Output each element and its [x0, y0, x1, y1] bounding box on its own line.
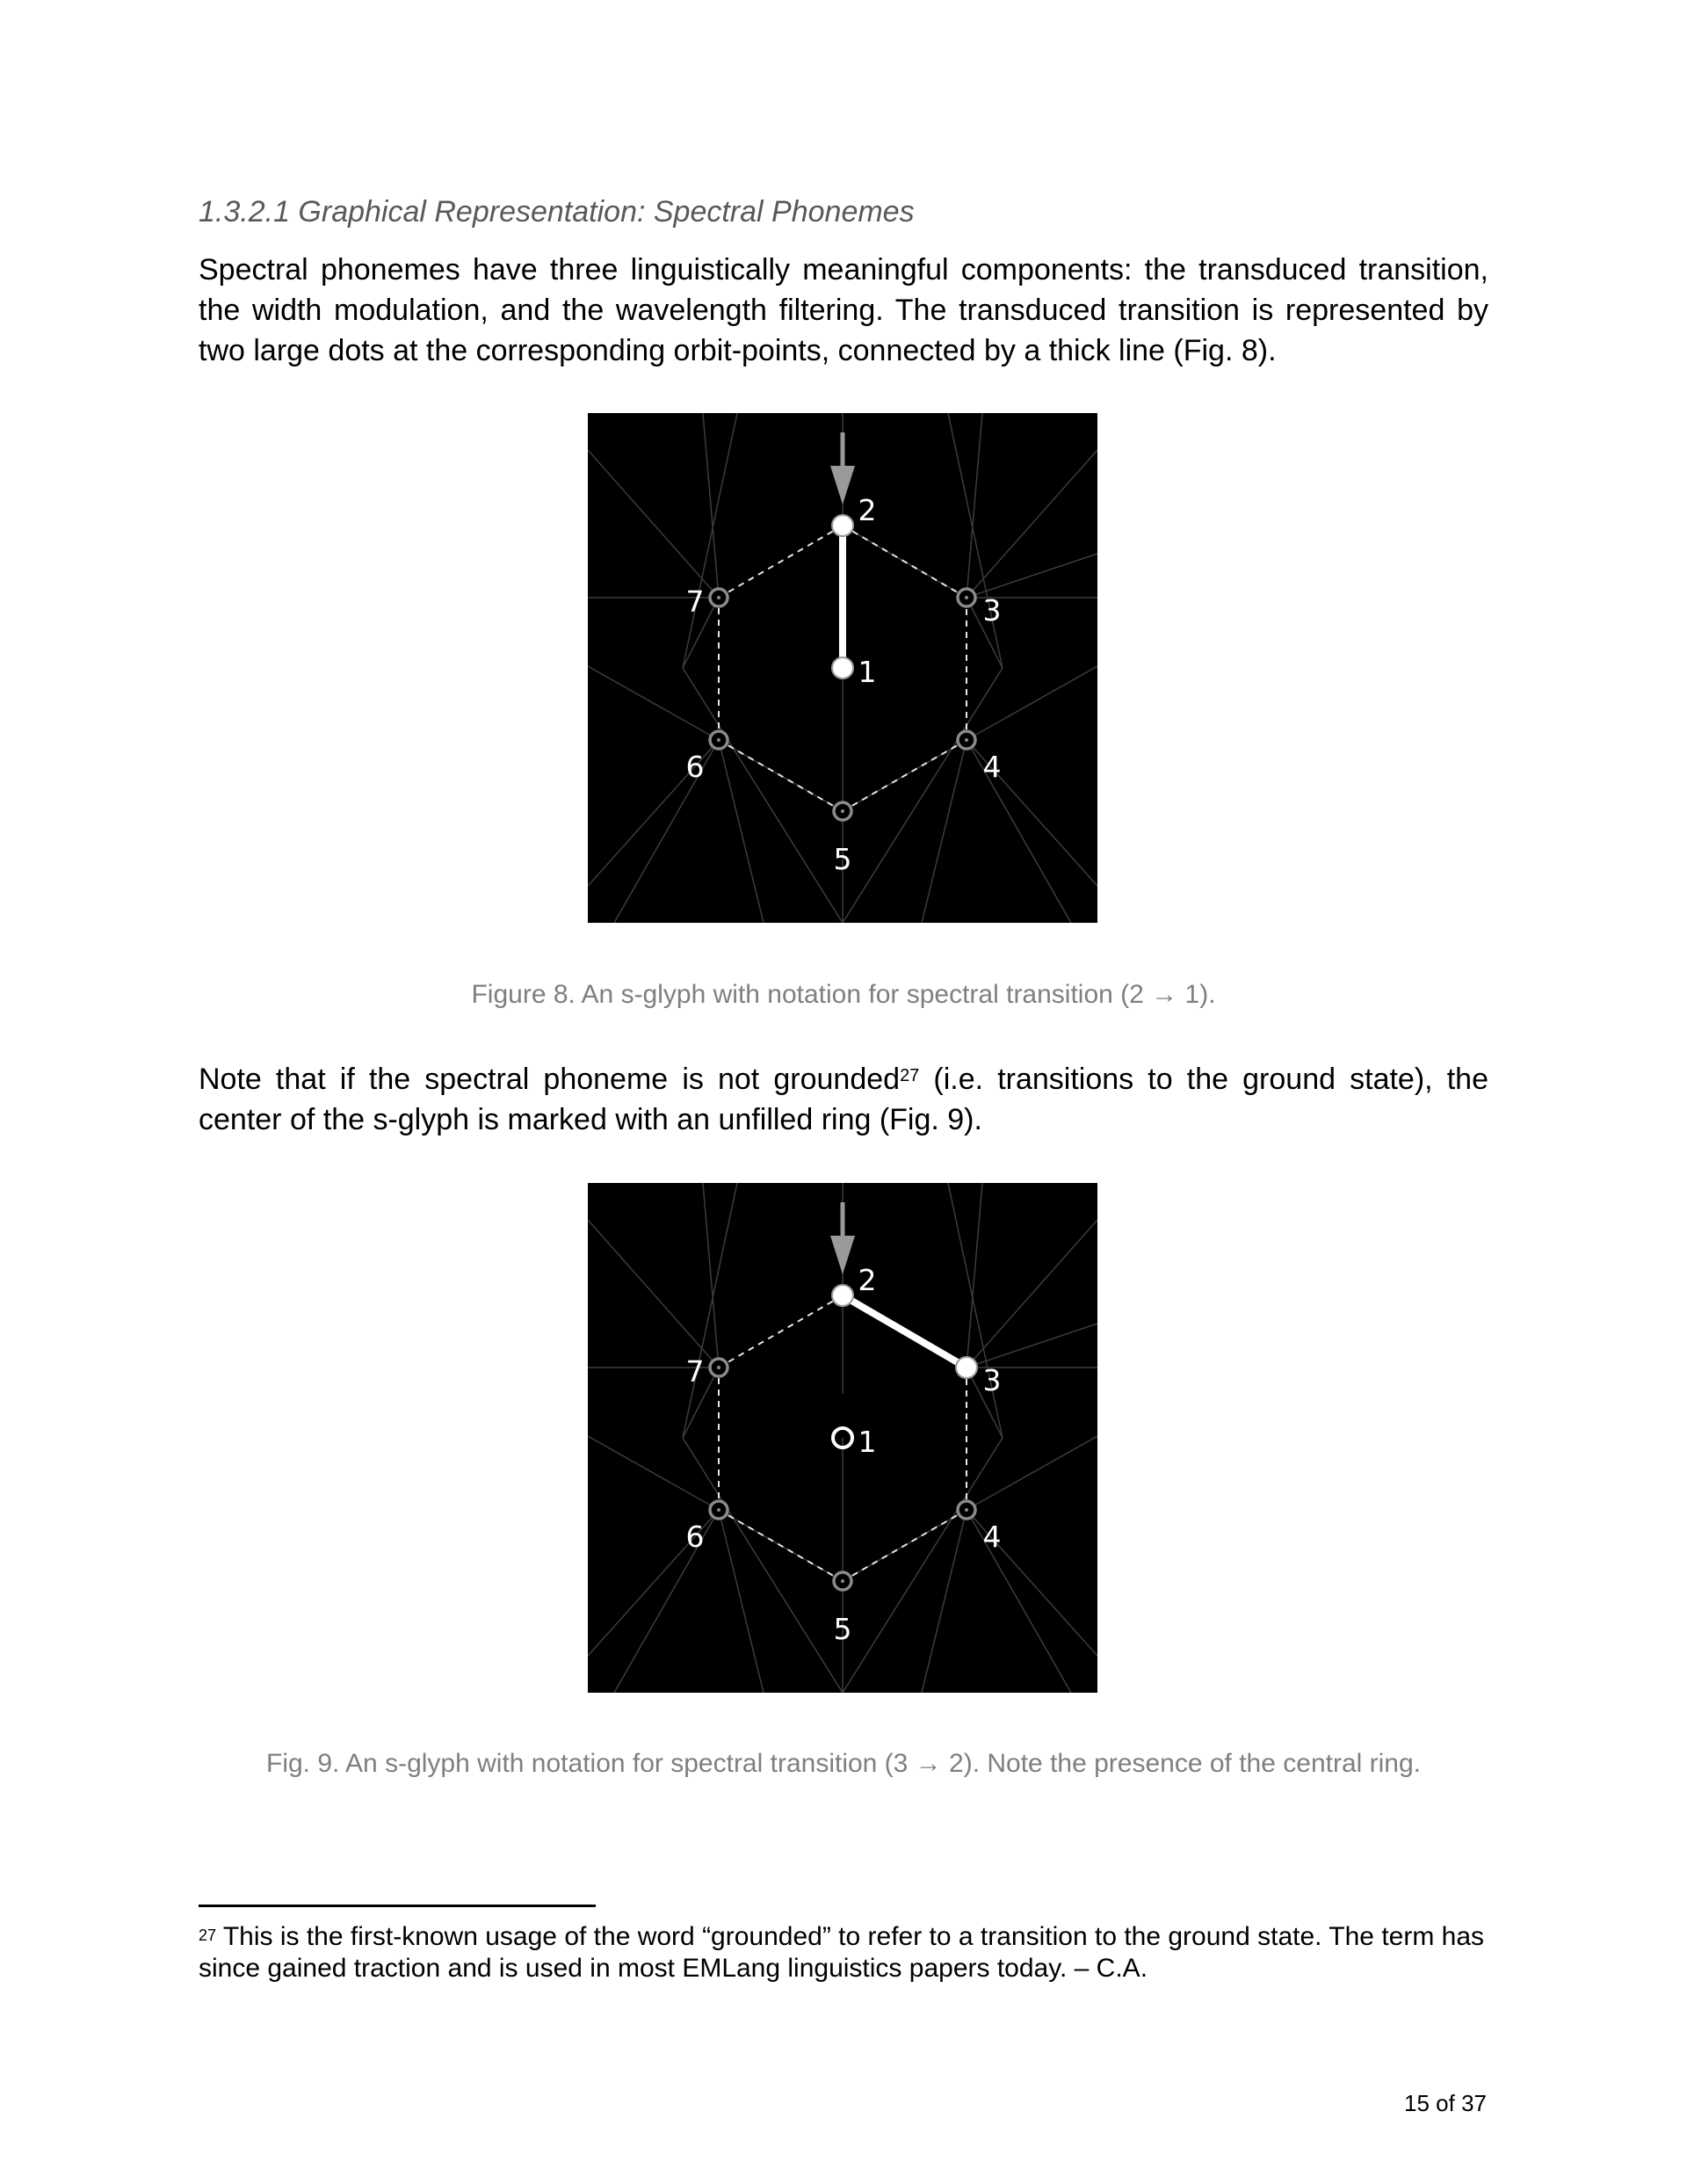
- figure-9-caption: Fig. 9. An s-glyph with notation for spectral transition (3 → 2). Note the presence of the central ring.: [266, 1749, 1421, 1778]
- point-label-2: 2: [858, 493, 877, 527]
- point-label-6: 6: [685, 750, 705, 784]
- orbit-segment: [719, 526, 843, 598]
- grid-line: [719, 1510, 764, 1693]
- point-label-5: 5: [833, 1612, 852, 1646]
- grid-line: [922, 740, 967, 923]
- orbit-segment: [719, 1295, 843, 1368]
- point-label-1: 1: [858, 1425, 877, 1459]
- grid-line: [588, 450, 719, 598]
- grid-line: [922, 1510, 967, 1693]
- section-heading: 1.3.2.1 Graphical Representation: Spectral Phonemes: [199, 195, 915, 229]
- transition-line: [843, 1295, 967, 1368]
- paragraph-1: Spectral phonemes have three linguistically meaningful components: the transduced transition, the width modulation, and the wavelength filtering. The transduced transition is represented by two large dots at the corresponding orbit-points, connected by a thick line (Fig. 8).: [199, 253, 1488, 367]
- point-label-4: 4: [982, 1520, 1002, 1554]
- grid-line: [948, 413, 1003, 668]
- orbit-point-6-dot: [717, 738, 720, 742]
- figure-8-glyph: [588, 413, 1097, 923]
- orbit-point-7-dot: [717, 1366, 720, 1369]
- arrow-down-icon: [830, 1236, 855, 1274]
- orbit-point-2-filled: [832, 515, 853, 536]
- orbit-point-3-filled: [956, 1357, 977, 1378]
- page-number: 15 of 37: [1404, 2090, 1487, 2116]
- orbit-point-7-dot: [717, 596, 720, 599]
- orbit-point-4-dot: [965, 738, 968, 742]
- figure-8: [588, 413, 1097, 923]
- point-label-3: 3: [982, 593, 1002, 628]
- grid-line: [843, 668, 1003, 923]
- grid-line: [588, 1220, 719, 1368]
- grid-line: [683, 1183, 737, 1438]
- point-label-7: 7: [685, 584, 705, 619]
- grid-line: [967, 1183, 982, 1368]
- grid-line: [683, 668, 843, 923]
- arrow-down-icon: [830, 466, 855, 504]
- footnote-27: [199, 1921, 1490, 1984]
- point-label-6: 6: [685, 1520, 705, 1554]
- paragraph-2-text-a: Note that if the spectral phoneme is not grounded: [199, 1063, 901, 1096]
- grid-line: [967, 666, 1097, 740]
- grid-line: [683, 1438, 843, 1693]
- figure-9-glyph: [588, 1183, 1097, 1693]
- orbit-point-3-dot: [965, 596, 968, 599]
- grid-line: [588, 666, 719, 740]
- orbit-point-1-filled: [832, 657, 853, 678]
- orbit-point-5-dot: [841, 1579, 844, 1583]
- orbit-point-4-dot: [965, 1508, 968, 1512]
- grid-line: [703, 413, 719, 598]
- orbit-point-2-filled: [832, 1285, 853, 1306]
- grid-line: [703, 1183, 719, 1368]
- point-label-4: 4: [982, 750, 1002, 784]
- paragraph-2-text-b: (i.e. transitions to the ground state), the center of the s-glyph is marked with an unfilled ring (Fig. 9).: [199, 1063, 1488, 1136]
- paragraph-2: [199, 1059, 1488, 1140]
- point-label-1: 1: [858, 655, 877, 689]
- point-label-3: 3: [982, 1363, 1002, 1397]
- figure-8-caption: Figure 8. An s-glyph with notation for spectral transition (2 → 1).: [471, 980, 1216, 1009]
- footnote-separator: [199, 1905, 596, 1907]
- point-label-5: 5: [833, 842, 852, 876]
- grid-line: [719, 740, 764, 923]
- orbit-point-6-dot: [717, 1508, 720, 1512]
- grid-line: [967, 413, 982, 598]
- grid-line: [967, 1436, 1097, 1510]
- footnote-reference[interactable]: 27: [900, 1066, 920, 1085]
- footnote-text: This is the first-known usage of the word “grounded” to refer to a transition to the ground state. The term has since gained traction and is used in most EMLang linguistics papers today. – C.A.: [199, 1922, 1485, 1983]
- orbit-point-5-dot: [841, 809, 844, 813]
- grid-line: [843, 1438, 1003, 1693]
- figure-9: [588, 1183, 1097, 1693]
- grid-line: [683, 413, 737, 668]
- grid-line: [948, 1183, 1003, 1438]
- point-label-2: 2: [858, 1263, 877, 1297]
- point-label-7: 7: [685, 1354, 705, 1389]
- grid-line: [588, 1436, 719, 1510]
- footnote-marker: 27: [199, 1926, 217, 1944]
